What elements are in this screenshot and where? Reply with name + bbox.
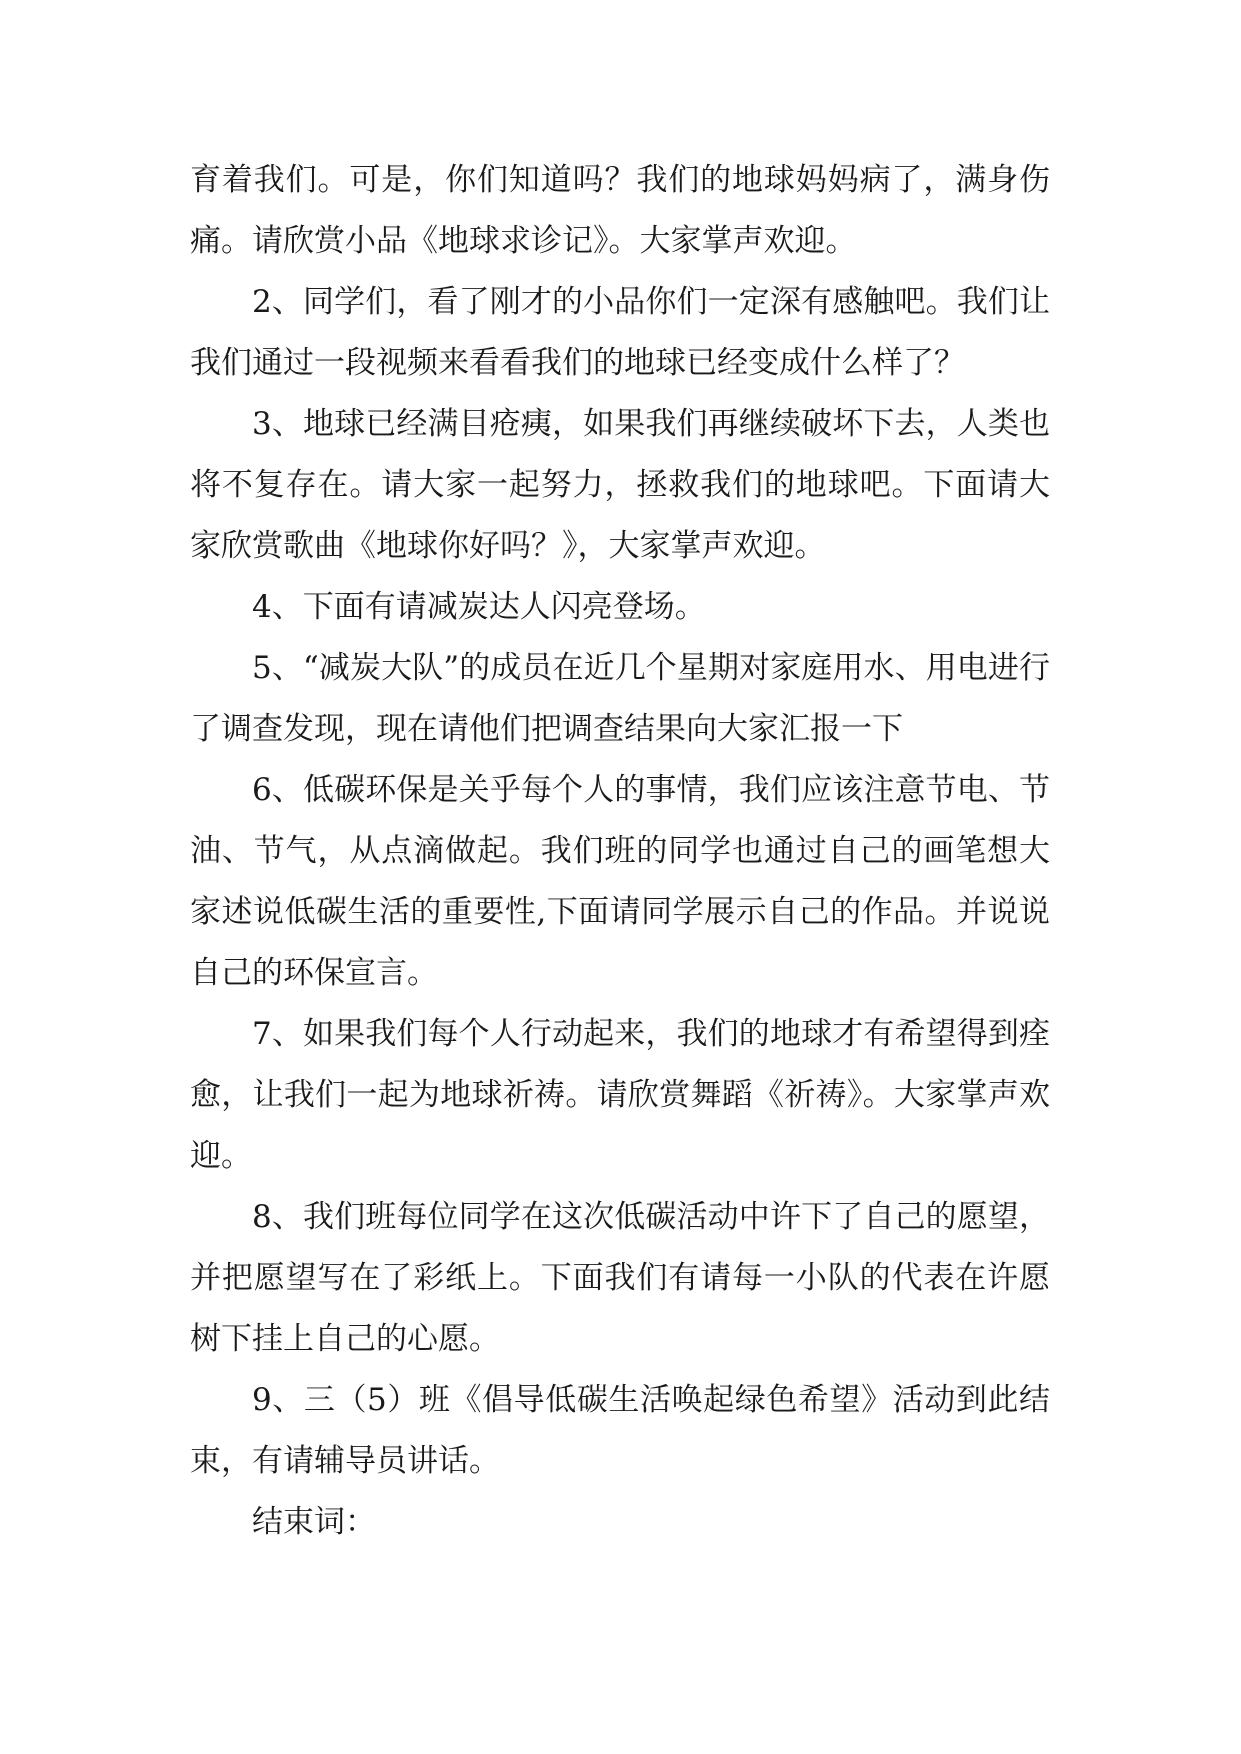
paragraph-item-2: 2、同学们，看了刚才的小品你们一定深有感触吧。我们让我们通过一段视频来看看我们的地球已经变成什么样了？: [190, 284, 1050, 381]
paragraph-item-3: 3、地球已经满目疮痍，如果我们再继续破坏下去，人类也将不复存在。请大家一起努力，拯救我们的地球吧。下面请大家欣赏歌曲《地球你好吗？》，大家掌声欢迎。: [190, 406, 1050, 564]
paragraph-item-4: 4、下面有请减炭达人闪亮登场。: [252, 589, 706, 625]
document-body: [190, 150, 1050, 1553]
paragraph-continuation: 育着我们。可是，你们知道吗？我们的地球妈妈病了，满身伤痛。请欣赏小品《地球求诊记》。大家掌声欢迎。: [190, 162, 1050, 259]
paragraph-item-8: 8、我们班每位同学在这次低碳活动中许下了自己的愿望，并把愿望写在了彩纸上。下面我们有请每一小队的代表在许愿树下挂上自己的心愿。: [190, 1199, 1050, 1357]
paragraph-item-5: 5、“减炭大队”的成员在近几个星期对家庭用水、用电进行了调查发现，现在请他们把调查结果向大家汇报一下: [190, 650, 1050, 747]
paragraph-item-9: 9、三（5）班《倡导低碳生活唤起绿色希望》活动到此结束，有请辅导员讲话。: [190, 1382, 1050, 1479]
paragraph-item-7: 7、如果我们每个人行动起来，我们的地球才有希望得到痊愈，让我们一起为地球祈祷。请欣赏舞蹈《祈祷》。大家掌声欢迎。: [190, 1016, 1050, 1174]
closing-heading: 结束词：: [252, 1504, 376, 1540]
paragraph-item-6: 6、低碳环保是关乎每个人的事情，我们应该注意节电、节油、节气，从点滴做起。我们班的同学也通过自己的画笔想大家述说低碳生活的重要性,下面请同学展示自己的作品。并说说自己的环保宣言。: [190, 772, 1050, 991]
